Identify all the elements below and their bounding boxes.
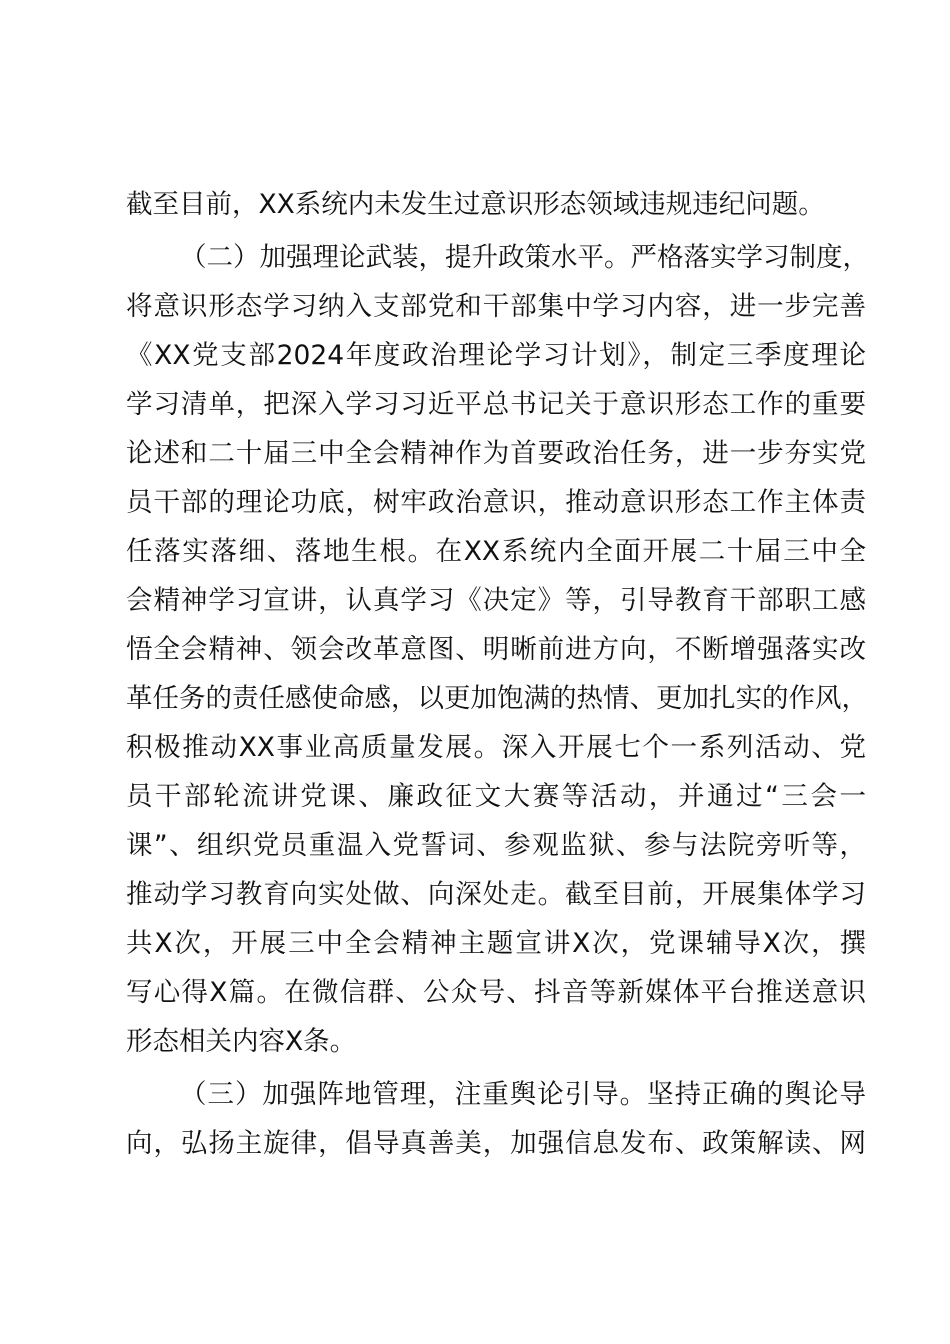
text-line-17: 写心得X篇。在微信群、公众号、抖音等新媒体平台推送意识 xyxy=(126,977,866,1008)
text-line-18: 形态相关内容X条。 xyxy=(126,1026,357,1057)
text-line-11: 革任务的责任感使命感，以更加饱满的热情、更加扎实的作风， xyxy=(126,683,868,714)
text-line-16: 共X次，开展三中全会精神主题宣讲X次，党课辅导X次，撰 xyxy=(126,928,866,959)
document-body xyxy=(126,180,869,1168)
text-line-19: （三）加强阵地管理，注重舆论引导。坚持正确的舆论导 xyxy=(180,1079,866,1110)
text-line-14: 课”、组织党员重温入党誓词、参观监狱、参与法院旁听等， xyxy=(126,830,866,861)
text-line-3: 将意识形态学习纳入支部党和干部集中学习内容，进一步完善 xyxy=(126,291,866,322)
text-line-1: 截至目前，XX系统内未发生过意识形态领域违规违纪问题。 xyxy=(126,189,825,220)
text-line-13: 员干部轮流讲党课、廉政征文大赛等活动，并通过“三会一 xyxy=(126,781,866,812)
text-line-5: 学习清单，把深入学习习近平总书记关于意识形态工作的重要 xyxy=(126,389,866,420)
text-line-20: 向，弘扬主旋律，倡导真善美，加强信息发布、政策解读、网 xyxy=(126,1128,866,1159)
text-line-4: 《XX党支部2024年度政治理论学习计划》，制定三季度理论 xyxy=(126,340,866,371)
text-line-6: 论述和二十届三中全会精神作为首要政治任务，进一步夯实党 xyxy=(126,438,866,469)
text-line-10: 悟全会精神、领会改革意图、明晰前进方向，不断增强落实改 xyxy=(126,634,866,665)
text-line-9: 会精神学习宣讲，认真学习《决定》等，引导教育干部职工感 xyxy=(126,585,866,616)
text-line-2: （二）加强理论武装，提升政策水平。严格落实学习制度， xyxy=(180,242,869,273)
text-line-15: 推动学习教育向实处做、向深处走。截至目前，开展集体学习 xyxy=(126,879,866,910)
text-line-12: 积极推动XX事业高质量发展。深入开展七个一系列活动、党 xyxy=(126,732,866,763)
text-line-8: 任落实落细、落地生根。在XX系统内全面开展二十届三中全 xyxy=(126,536,866,567)
text-line-7: 员干部的理论功底，树牢政治意识，推动意识形态工作主体责 xyxy=(126,487,866,518)
